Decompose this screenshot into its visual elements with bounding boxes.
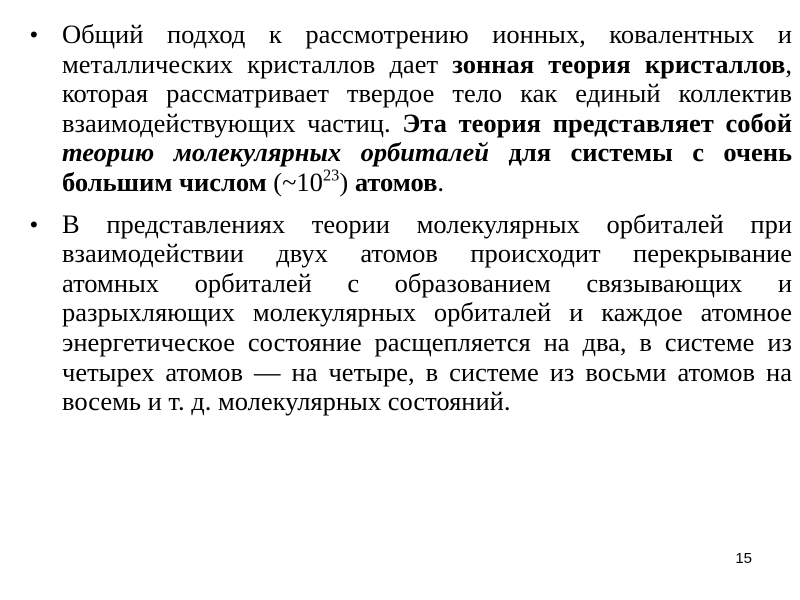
text-run: В представлениях теории молекулярных орбиталей при взаимодействии двух атомов происходит перекрывание атомных орбиталей с образованием связывающих и разрыхляющих молекулярных орбиталей и каждое атомное энергетическое состояние расщепляется на два, в системе из четырех атомов — на четыре, в системе из восьми атомов на восемь и т. д. молекулярных состояний.	[62, 208, 792, 417]
bold-text-run: для системы с очень большим числом	[62, 137, 792, 197]
bullet-item-band-theory	[30, 20, 792, 198]
superscript-exponent: 23	[322, 165, 340, 185]
bold-italic-term-mo-theory: теорию молекулярных орбиталей	[62, 137, 489, 168]
text-run: (~10	[266, 166, 323, 197]
bold-text-run: Эта теория представляет собой	[402, 107, 792, 138]
text-run: , которая рассматривает твердое тело как единый коллектив взаимодействующих частиц.	[62, 48, 792, 138]
text-run: .	[437, 166, 445, 197]
bold-term-band-theory: зонная теория кристаллов	[452, 48, 786, 79]
bullet-item-mo-theory	[30, 210, 792, 417]
text-run: Общий подход к рассмотрению ионных, ковалентных и металлических кристаллов дает	[62, 19, 792, 79]
bullet-list	[30, 20, 792, 429]
page-number: 15	[735, 550, 752, 567]
bullet-icon: •	[30, 22, 38, 47]
bullet-icon: •	[30, 211, 38, 237]
text-run: )	[339, 166, 355, 197]
bold-term-atoms: атомов	[354, 166, 438, 197]
